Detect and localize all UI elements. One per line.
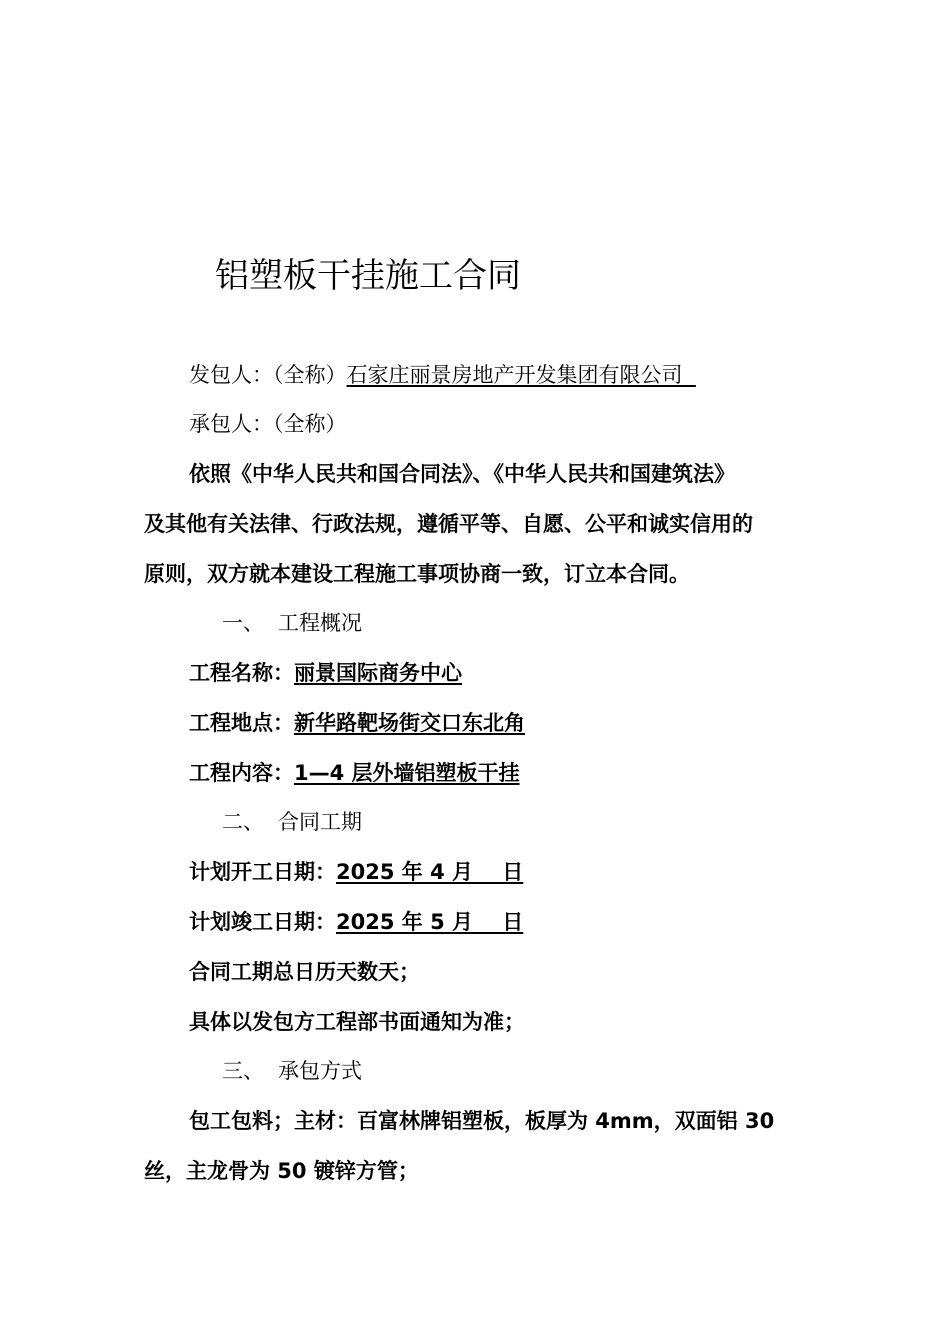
project-name-line (189, 658, 462, 688)
start-date-value: 2025 年 4 月 日 (336, 860, 524, 884)
preamble-line-3: 原则，双方就本建设工程施工事项协商一致，订立本合同。 (144, 562, 690, 586)
project-content-label: 工程内容： (189, 761, 294, 785)
section3-number: 三、 (222, 1059, 264, 1083)
section2-title: 合同工期 (278, 810, 362, 834)
section2-heading (222, 807, 362, 837)
project-location-line (189, 708, 525, 738)
start-date-label: 计划开工日期： (189, 860, 336, 884)
section2-number: 二、 (222, 810, 264, 834)
contractor-label: 承包人：（全称） (189, 412, 347, 436)
section3-heading (222, 1056, 362, 1086)
duration-note-line: 具体以发包方工程部书面通知为准； (189, 1010, 525, 1034)
end-date-line (189, 907, 523, 937)
preamble-line-2: 及其他有关法律、行政法规，遵循平等、自愿、公平和诚实信用的 (144, 512, 753, 536)
total-duration-line: 合同工期总日历天数天； (189, 960, 420, 984)
preamble-line-1: 依照《中华人民共和国合同法》、《中华人民共和国建筑法》 (189, 462, 735, 486)
project-location-value: 新华路靶场街交口东北角 (294, 711, 525, 735)
project-content-line (189, 758, 520, 788)
section1-number: 一、 (222, 611, 264, 635)
end-date-value: 2025 年 5 月 日 (336, 910, 524, 934)
section1-title: 工程概况 (278, 611, 362, 635)
employer-label: 发包人：（全称） (189, 363, 347, 387)
end-date-label: 计划竣工日期： (189, 910, 336, 934)
project-location-label: 工程地点： (189, 711, 294, 735)
contractor-line (189, 409, 347, 439)
section3-title: 承包方式 (278, 1059, 362, 1083)
employer-name: 石家庄丽景房地产开发集团有限公司 (346, 363, 683, 387)
project-content-value: 1—4 层外墙铝塑板干挂 (294, 761, 520, 785)
section1-heading (222, 608, 362, 638)
employer-line (189, 360, 696, 390)
project-name-value: 丽景国际商务中心 (294, 661, 462, 685)
document-title: 铝塑板干挂施工合同 (215, 256, 521, 296)
project-name-label: 工程名称： (189, 661, 294, 685)
contract-method-line-2: 丝，主龙骨为 50 镀锌方管； (144, 1159, 419, 1183)
contract-method-line-1: 包工包料；主材：百富林牌铝塑板，板厚为 4mm，双面铝 30 (189, 1109, 775, 1133)
start-date-line (189, 857, 523, 887)
